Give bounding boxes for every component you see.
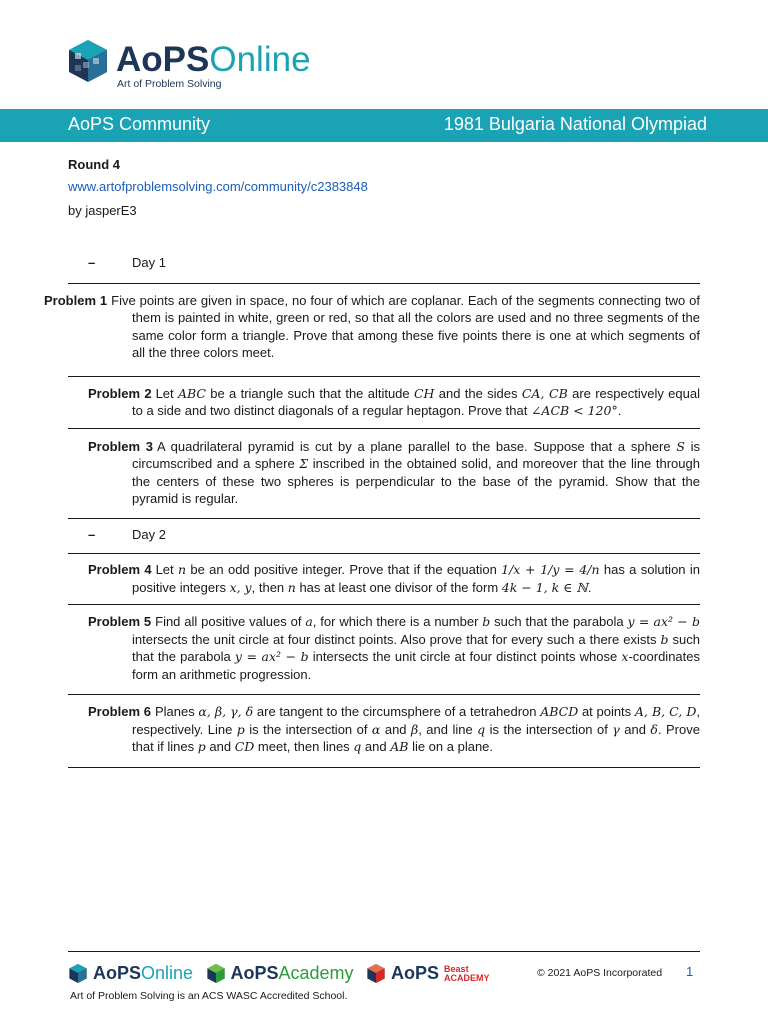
problem-text: Find all positive values of xyxy=(155,614,306,629)
math: AB xyxy=(390,739,409,754)
aops-cube-icon xyxy=(366,963,386,984)
problem-3 xyxy=(68,429,700,519)
problem-text: be a triangle such that the altitude xyxy=(205,385,414,401)
problem-text: at points xyxy=(578,704,635,719)
day-label: Day 2 xyxy=(132,526,166,542)
problem-label: Problem 2 xyxy=(88,385,152,401)
math: a xyxy=(305,614,313,629)
problem-6 xyxy=(68,695,700,768)
problem-4 xyxy=(68,554,700,605)
community-link[interactable]: www.artofproblemsolving.com/community/c2383848 xyxy=(68,179,368,194)
logo-wordmark: AoPSOnline xyxy=(116,40,311,79)
aops-cube-icon xyxy=(206,963,226,984)
problem-text: , for which there is a number xyxy=(312,614,483,629)
math: p xyxy=(197,739,206,754)
problem-label: Problem 1 xyxy=(44,292,108,308)
day-header-2 xyxy=(68,519,700,555)
problem-text: be an odd positive integer. Prove that if the equation xyxy=(186,562,502,577)
math: y = ax² − b xyxy=(627,614,701,629)
problem-text: and xyxy=(205,739,235,754)
math: 4k − 1, k ∈ ℕ xyxy=(501,579,588,595)
problem-text: , then xyxy=(251,579,288,595)
math: x xyxy=(621,649,629,664)
community-title: AoPS Community xyxy=(68,114,211,134)
problem-list xyxy=(44,250,701,768)
problem-label: Problem 5 xyxy=(88,614,152,629)
problem-text: Let xyxy=(155,562,178,577)
problem-text: Let xyxy=(155,385,178,401)
footer-logo-beast: AoPS Beast ACADEMY xyxy=(366,960,490,986)
problem-text: lie on a plane. xyxy=(408,739,494,754)
math: p xyxy=(236,721,245,737)
problem-text: is the intersection of xyxy=(244,721,372,737)
header-band xyxy=(0,109,768,142)
math: n xyxy=(177,562,187,577)
problem-text: , and line xyxy=(418,721,478,737)
math: ABCD xyxy=(540,704,579,719)
problem-5 xyxy=(68,605,700,695)
problem-1 xyxy=(44,284,700,377)
day-dash: – xyxy=(88,526,96,542)
math: α, β, γ, δ xyxy=(198,704,254,719)
math: q xyxy=(353,739,362,754)
problem-text: has at least one divisor of the form xyxy=(295,579,502,595)
problem-label: Problem 4 xyxy=(88,562,152,577)
math: CA, CB xyxy=(521,385,568,401)
math: q xyxy=(477,721,486,737)
math: β xyxy=(411,721,419,737)
logo-tagline: Art of Problem Solving xyxy=(117,78,222,90)
problem-text: and xyxy=(380,721,411,737)
math: S xyxy=(676,438,685,454)
page-number: 1 xyxy=(686,964,694,979)
aops-cube-icon xyxy=(66,38,110,84)
problem-text: intersects the unit circle at four distinct points whose xyxy=(308,649,622,664)
problem-text: and the sides xyxy=(434,385,522,401)
math: b xyxy=(660,631,669,647)
math: Σ xyxy=(299,456,309,471)
aops-cube-icon xyxy=(68,963,88,984)
problem-text: are respectively equal to a side and two distinct diagonals of a regular heptagon. Prove that xyxy=(132,385,700,418)
math: δ xyxy=(650,721,658,737)
math: y = ax² − b xyxy=(234,649,309,664)
author-line: by jasperE3 xyxy=(68,203,137,218)
problem-text: is circumscribed and a sphere xyxy=(132,438,700,471)
round-title: Round 4 xyxy=(68,157,120,172)
math: ABC xyxy=(177,385,206,401)
problem-text: Planes xyxy=(154,704,199,719)
day-dash: – xyxy=(88,255,96,270)
problem-text: are tangent to the circumsphere of a tetrahedron xyxy=(253,704,541,719)
contest-title: 1981 Bulgaria National Olympiad xyxy=(443,114,707,134)
problem-text: . xyxy=(617,403,622,418)
footer-logo-online: AoPSOnline xyxy=(68,960,193,986)
footer-divider xyxy=(68,951,700,952)
day-header-1 xyxy=(68,250,700,284)
math: γ xyxy=(612,721,620,737)
footer-logos xyxy=(68,960,498,986)
problem-text: , respectively. Line xyxy=(132,704,700,737)
problem-text: A quadrilateral pyramid is cut by a plane parallel to the base. Suppose that a sphere xyxy=(156,438,677,454)
problem-text: Five points are given in space, no four of which are coplanar. Each of the segments connecting two of them is painted in white, green or red, so that all the colors are used and no three segments of the same color form a triangle. Prove that among these five points there is one at which segments of all the three colors meet. xyxy=(111,292,700,360)
math: A, B, C, D xyxy=(634,704,697,719)
problem-text: . Prove that if lines xyxy=(132,721,700,754)
copyright: © 2021 AoPS Incorporated xyxy=(537,967,663,979)
day-label: Day 1 xyxy=(132,255,166,270)
math: n xyxy=(287,579,296,595)
footer-logo-academy: AoPSAcademy xyxy=(206,960,354,986)
problem-text: such that the parabola xyxy=(132,631,700,664)
problem-text: and xyxy=(361,739,391,754)
problem-text: has a solution in positive integers xyxy=(132,562,700,595)
math: x, y xyxy=(229,579,252,595)
problem-text: such that the parabola xyxy=(490,614,628,629)
problem-text: meet, then lines xyxy=(254,739,354,754)
math: α xyxy=(371,721,381,737)
problem-text: and xyxy=(619,721,651,737)
problem-text: . xyxy=(587,579,592,595)
problem-text: is the intersection of xyxy=(485,721,613,737)
math: CD xyxy=(234,739,255,754)
accreditation-note: Art of Problem Solving is an ACS WASC Accredited School. xyxy=(70,990,348,1002)
math: ∠ACB < 120° xyxy=(530,403,618,418)
problem-text: intersects the unit circle at four distinct points. Also prove that for every such a there exists xyxy=(132,631,661,647)
problem-text: -coordinates form an arithmetic progression. xyxy=(132,649,700,682)
math: 1/x + 1/y = 4/n xyxy=(501,562,600,577)
problem-text: inscribed in the obtained solid, and moreover that the line through the centers of these two spheres is perpendicular to the base of the pyramid. Show that the pyramid is regular. xyxy=(132,456,700,506)
problem-label: Problem 6 xyxy=(88,704,151,719)
problem-label: Problem 3 xyxy=(88,438,153,454)
problem-2 xyxy=(68,377,700,429)
math: CH xyxy=(413,385,435,401)
math: b xyxy=(482,614,491,629)
